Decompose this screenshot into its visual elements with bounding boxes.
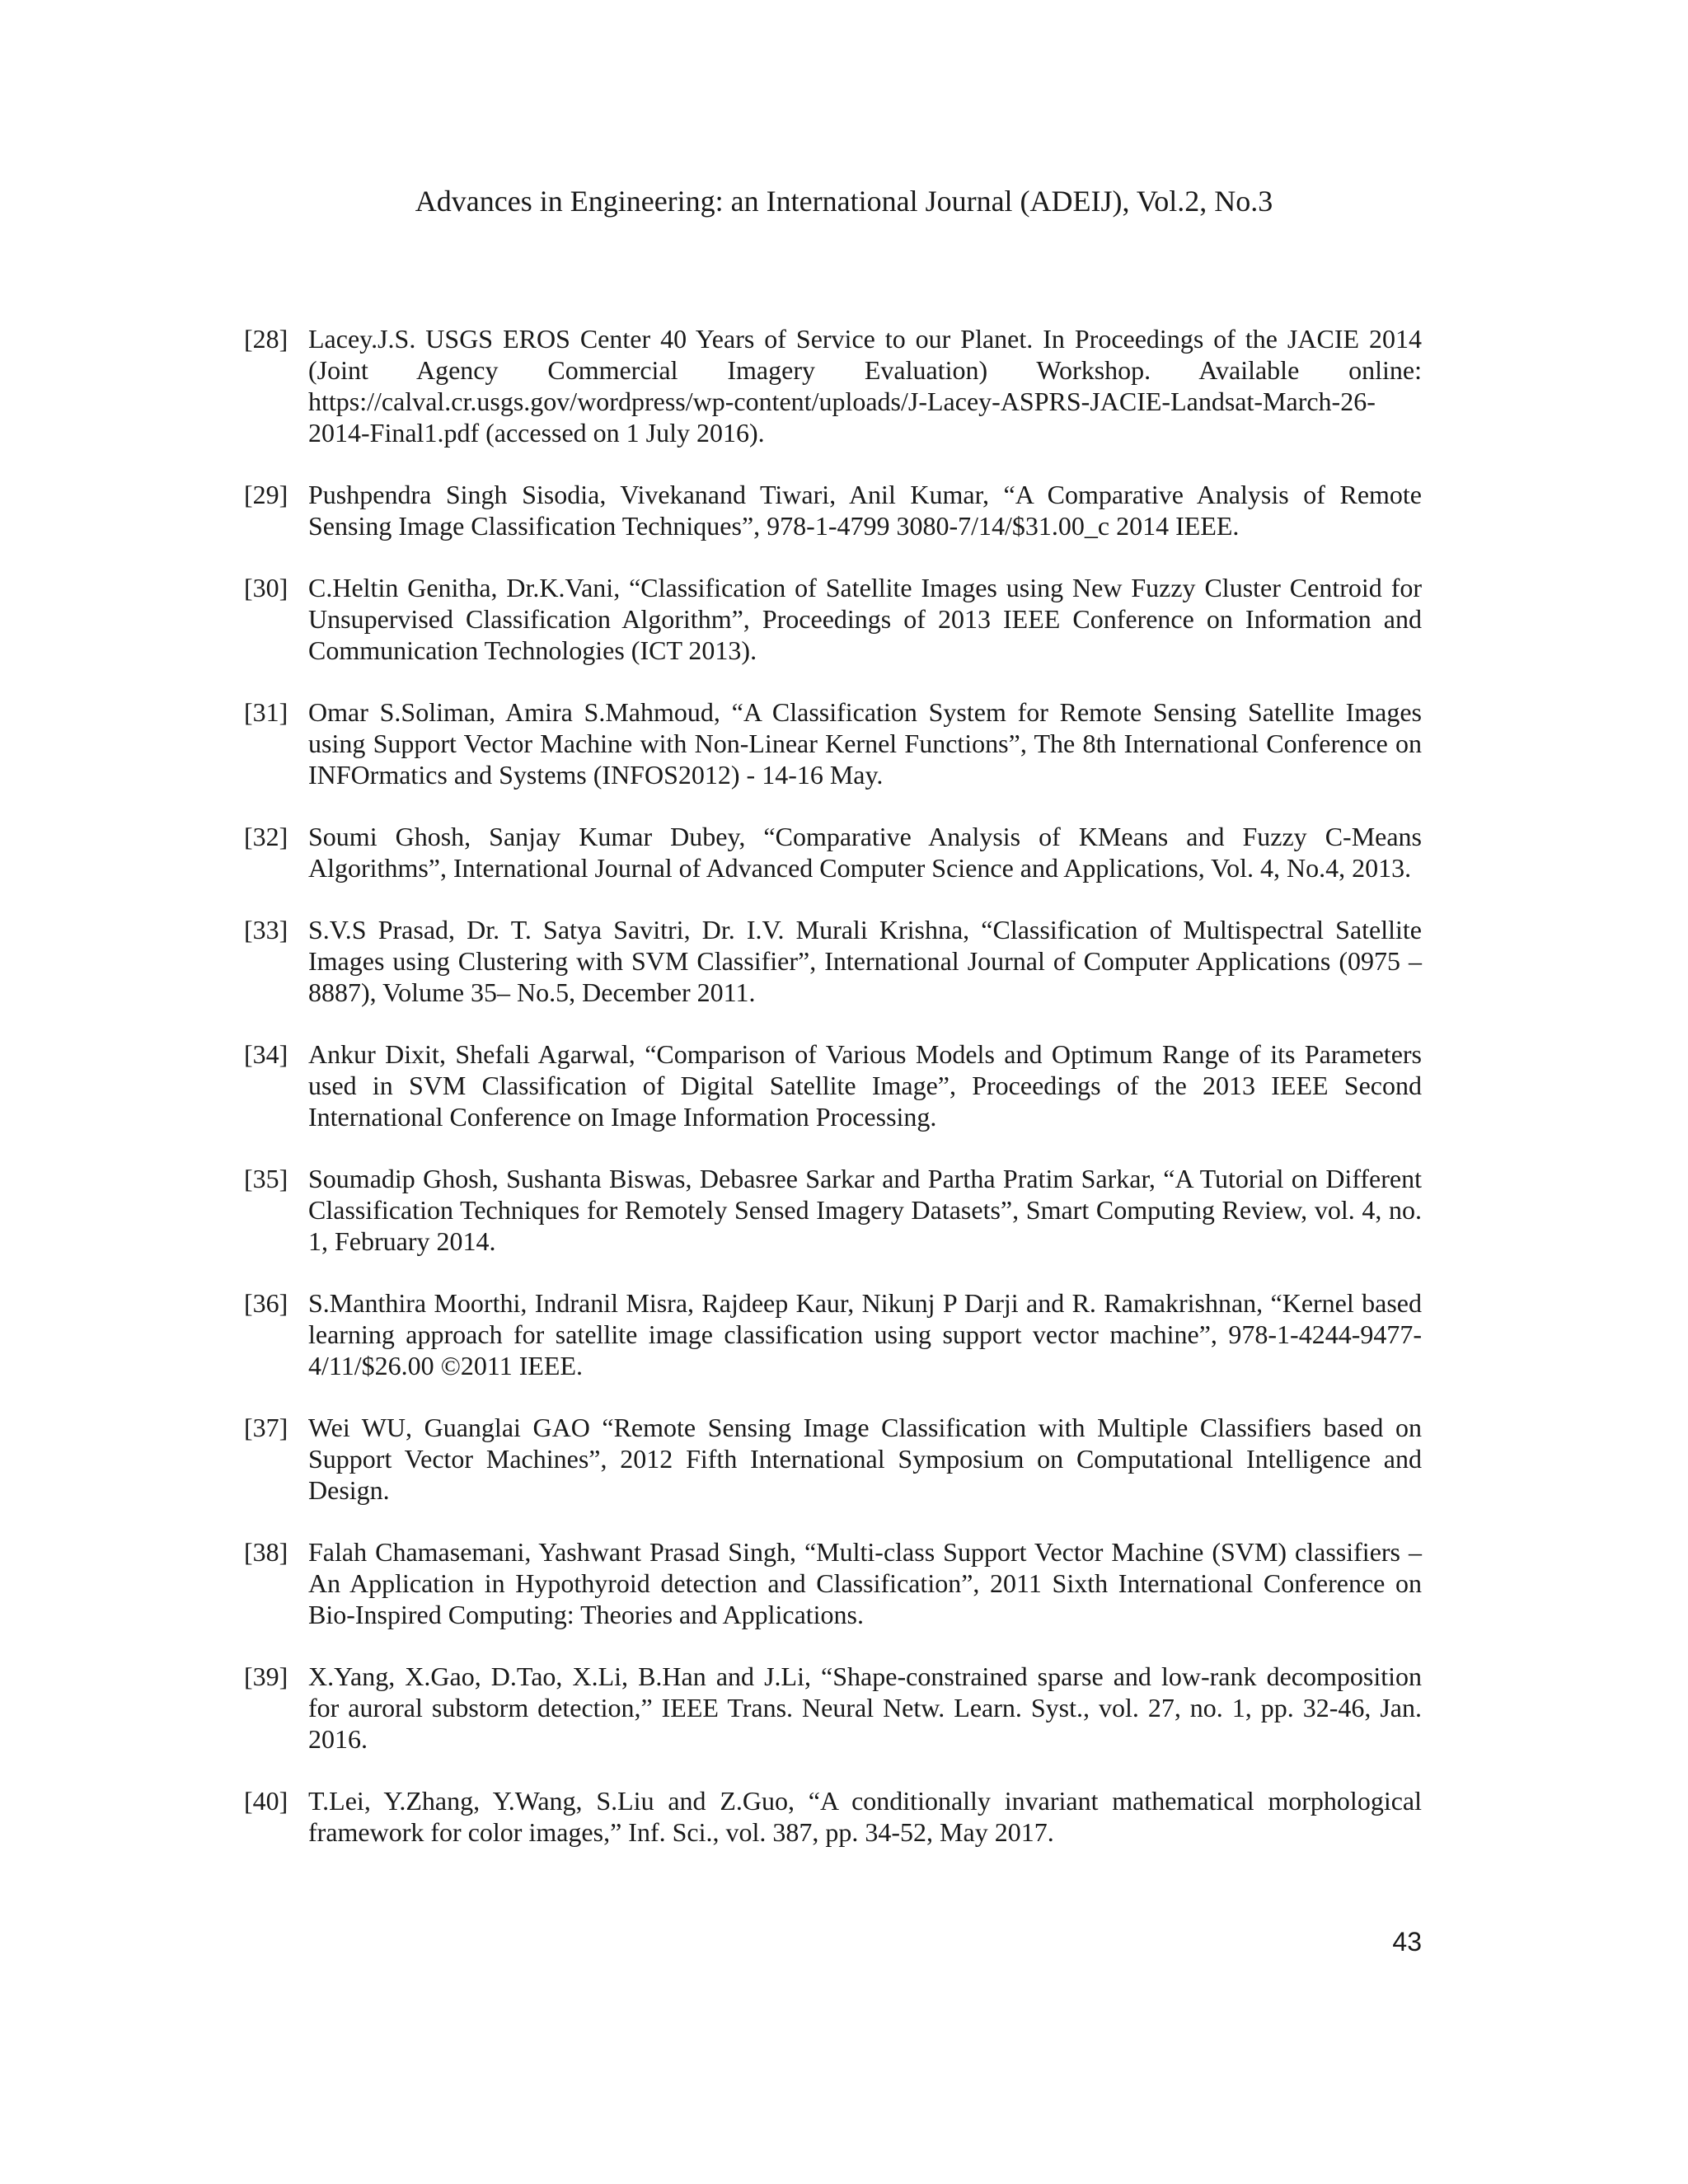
- running-header: Advances in Engineering: an International Journal (ADEIJ), Vol.2, No.3: [415, 185, 1273, 218]
- reference-text: Falah Chamasemani, Yashwant Prasad Singh, “Multi-class Support Vector Machine (SVM) classifiers – An Application in Hypothyroid detection and Classification”, 2011 Sixth International Conference on Bio-Inspired Computing: Theories and Applications.: [308, 1537, 1422, 1629]
- reference-text: S.V.S Prasad, Dr. T. Satya Savitri, Dr. I.V. Murali Krishna, “Classification of Multispectral Satellite Images using Clustering with SVM Classifier”, International Journal of Computer Applications (0975 – 8887), Volume 35– No.5, December 2011.: [308, 915, 1422, 1007]
- reference-number: [34]: [244, 1039, 288, 1069]
- reference-number: [29]: [244, 480, 288, 509]
- reference-item: [244, 1412, 1422, 1506]
- reference-text: Pushpendra Singh Sisodia, Vivekanand Tiwari, Anil Kumar, “A Comparative Analysis of Remote Sensing Image Classification Techniques”, 978-1-4799 3080-7/14/$31.00_c 2014 IEEE.: [308, 480, 1422, 541]
- reference-number: [32]: [244, 822, 288, 851]
- reference-text: Omar S.Soliman, Amira S.Mahmoud, “A Classification System for Remote Sensing Satellite Images using Support Vector Machine with Non-Linear Kernel Functions”, The 8th International Conference on INFOrmatics and Systems (INFOS2012) - 14-16 May.: [308, 697, 1422, 790]
- reference-item: [244, 1163, 1422, 1257]
- reference-item: [244, 1661, 1422, 1755]
- reference-text: X.Yang, X.Gao, D.Tao, X.Li, B.Han and J.Li, “Shape-constrained sparse and low-rank decomposition for auroral substorm detection,” IEEE Trans. Neural Netw. Learn. Syst., vol. 27, no. 1, pp. 32-46, Jan. 2016.: [308, 1661, 1422, 1754]
- reference-number: [39]: [244, 1661, 288, 1691]
- reference-text: Wei WU, Guanglai GAO “Remote Sensing Image Classification with Multiple Classifiers based on Support Vector Machines”, 2012 Fifth International Symposium on Computational Intelligence and Design.: [308, 1413, 1422, 1505]
- reference-item: [244, 1785, 1422, 1848]
- reference-number: [38]: [244, 1537, 288, 1567]
- reference-number: [31]: [244, 697, 288, 727]
- reference-item: [244, 821, 1422, 883]
- reference-list: [244, 323, 1422, 1878]
- reference-item: [244, 1536, 1422, 1630]
- reference-text: Soumadip Ghosh, Sushanta Biswas, Debasree Sarkar and Partha Pratim Sarkar, “A Tutorial on Different Classification Techniques for Remotely Sensed Imagery Datasets”, Smart Computing Review, vol. 4, no. 1, February 2014.: [308, 1164, 1422, 1256]
- reference-item: [244, 696, 1422, 790]
- reference-text: Ankur Dixit, Shefali Agarwal, “Comparison of Various Models and Optimum Range of its Parameters used in SVM Classification of Digital Satellite Image”, Proceedings of the 2013 IEEE Second International Conference on Image Information Processing.: [308, 1039, 1422, 1132]
- page-number: 43: [1392, 1927, 1422, 1957]
- reference-number: [37]: [244, 1413, 288, 1442]
- reference-text: S.Manthira Moorthi, Indranil Misra, Rajdeep Kaur, Nikunj P Darji and R. Ramakrishnan, “Kernel based learning approach for satellite image classification using support vector machine”, 978-1-4244-9477-4/11/$26.00 ©2011 IEEE.: [308, 1288, 1422, 1380]
- reference-number: [28]: [244, 324, 288, 354]
- reference-item: [244, 914, 1422, 1008]
- reference-item: [244, 1287, 1422, 1381]
- reference-text: C.Heltin Genitha, Dr.K.Vani, “Classification of Satellite Images using New Fuzzy Cluster Centroid for Unsupervised Classification Algorithm”, Proceedings of 2013 IEEE Conference on Information and Communication Technologies (ICT 2013).: [308, 573, 1422, 665]
- reference-number: [35]: [244, 1164, 288, 1193]
- reference-number: [40]: [244, 1786, 288, 1816]
- reference-item: [244, 572, 1422, 666]
- reference-item: [244, 1038, 1422, 1132]
- reference-item: [244, 479, 1422, 541]
- reference-text: Soumi Ghosh, Sanjay Kumar Dubey, “Comparative Analysis of KMeans and Fuzzy C-Means Algorithms”, International Journal of Advanced Computer Science and Applications, Vol. 4, No.4, 2013.: [308, 822, 1422, 883]
- reference-text: Lacey.J.S. USGS EROS Center 40 Years of Service to our Planet. In Proceedings of the JACIE 2014 (Joint Agency Commercial Imagery Evaluation) Workshop. Available online: https://calval.cr.usgs.gov/wordpress/wp-content/uploads/J-Lacey-ASPRS-JACIE-Landsat-March-26-2014-Final1.pdf (accessed on 1 July 2016).: [308, 324, 1422, 448]
- reference-text: T.Lei, Y.Zhang, Y.Wang, S.Liu and Z.Guo, “A conditionally invariant mathematical morphological framework for color images,” Inf. Sci., vol. 387, pp. 34-52, May 2017.: [308, 1786, 1422, 1847]
- reference-number: [33]: [244, 915, 288, 944]
- reference-number: [36]: [244, 1288, 288, 1318]
- reference-number: [30]: [244, 573, 288, 602]
- reference-item: [244, 323, 1422, 448]
